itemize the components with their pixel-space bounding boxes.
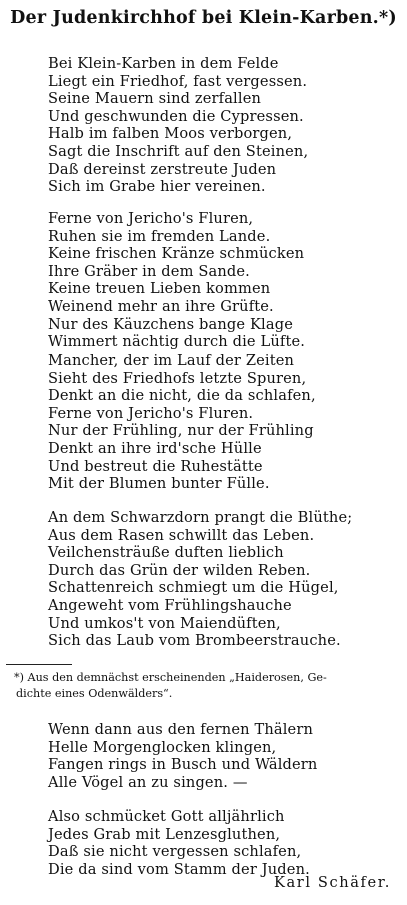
verse-line: Denkt an ihre ird'sche Hülle <box>48 439 262 457</box>
verse-line: Nur des Käuzchens bange Klage <box>48 315 293 333</box>
footnote-line: *) Aus den demnächst erscheinenden „Haiderosen, Ge- <box>14 671 327 684</box>
verse-line: Ferne von Jericho's Fluren, <box>48 210 254 227</box>
verse-line: Keine frischen Kränze schmücken <box>48 245 305 263</box>
verse-line: An dem Schwarzdorn prangt die Blüthe; <box>48 509 353 526</box>
verse-line: Sagt die Inschrift auf den Steinen, <box>48 142 309 160</box>
stanza-2 <box>48 210 398 351</box>
verse-line: Wenn dann aus den fernen Thälern <box>48 721 314 738</box>
verse-line: Wimmert nächtig durch die Lüfte. <box>48 333 306 351</box>
verse-line: Mit der Blumen bunter Fülle. <box>48 475 270 493</box>
stanza-4 <box>48 509 398 650</box>
verse-line: Veilchensträuße duften lieblich <box>48 544 284 562</box>
verse-line: Sieht des Friedhofs letzte Spuren, <box>48 369 307 387</box>
verse-line: Helle Morgenglocken klingen, <box>48 738 277 756</box>
verse-line: Alle Vögel an zu singen. — <box>48 773 248 791</box>
stanza-5 <box>48 721 398 791</box>
verse-line: Bei Klein-Karben in dem Felde <box>48 55 279 72</box>
verse-line: Sich im Grabe hier vereinen. <box>48 178 266 196</box>
verse-line: Denkt an die nicht, die da schlafen, <box>48 387 316 405</box>
verse-line: Seine Mauern sind zerfallen <box>48 90 262 108</box>
poem-title: Der Judenkirchhof bei Klein-Karben.*) <box>10 8 397 28</box>
verse-line: Jedes Grab mit Lenzesgluthen, <box>48 825 281 843</box>
verse-line: Daß dereinst zerstreute Juden <box>48 160 277 178</box>
verse-line: Fangen rings in Busch und Wäldern <box>48 756 318 774</box>
verse-line: Und geschwunden die Cypressen. <box>48 107 304 125</box>
verse-line: Angeweht vom Frühlingshauche <box>48 596 292 614</box>
stanza-6 <box>48 808 398 878</box>
footnote-divider <box>6 664 72 665</box>
verse-line: Ihre Gräber in dem Sande. <box>48 262 250 280</box>
stanza-1 <box>48 55 398 196</box>
footnote <box>14 670 399 702</box>
verse-line: Aus dem Rasen schwillt das Leben. <box>48 526 315 544</box>
verse-line: Und bestreut die Ruhestätte <box>48 457 263 475</box>
verse-line: Ruhen sie im fremden Lande. <box>48 227 271 245</box>
verse-line: Die da sind vom Stamm der Juden. <box>48 860 310 878</box>
verse-line: Liegt ein Friedhof, fast vergessen. <box>48 72 308 90</box>
verse-line: Also schmücket Gott alljährlich <box>48 808 285 825</box>
verse-line: Durch das Grün der wilden Reben. <box>48 561 311 579</box>
verse-line: Daß sie nicht vergessen schlafen, <box>48 843 302 861</box>
verse-line: Sich das Laub vom Brombeerstrauche. <box>48 632 341 650</box>
verse-line: Schattenreich schmiegt um die Hügel, <box>48 579 339 597</box>
verse-line: Keine treuen Lieben kommen <box>48 280 271 298</box>
stanza-3 <box>48 352 398 493</box>
verse-line: Und umkos't von Maiendüften, <box>48 614 281 632</box>
author-signature: Karl Schäfer. <box>273 874 391 891</box>
verse-line: Nur der Frühling, nur der Frühling <box>48 422 314 440</box>
verse-line: Weinend mehr an ihre Grüfte. <box>48 297 274 315</box>
verse-line: Mancher, der im Lauf der Zeiten <box>48 352 295 369</box>
verse-line: Halb im falben Moos verborgen, <box>48 125 293 143</box>
footnote-line: dichte eines Odenwälders“. <box>16 687 173 700</box>
verse-line: Ferne von Jericho's Fluren. <box>48 404 254 422</box>
